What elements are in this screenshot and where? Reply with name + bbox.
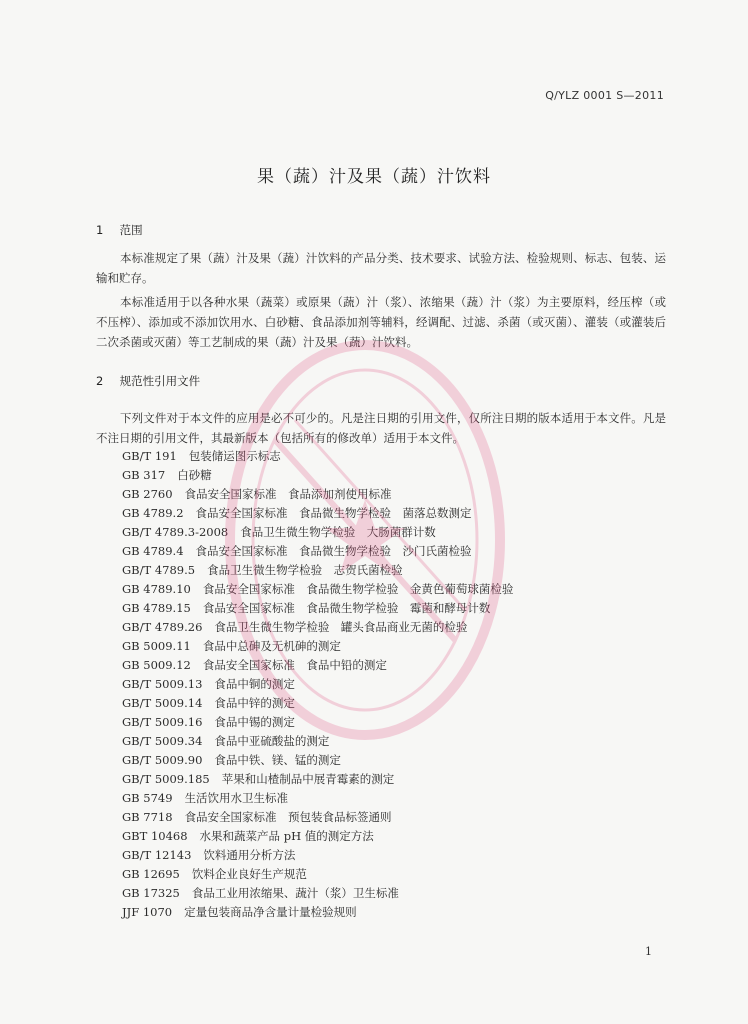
reference-title: 食品中锌的测定 (214, 696, 295, 710)
section-2-number: 2 (96, 374, 104, 388)
scope-paragraph-1: 本标准规定了果（蔬）汁及果（蔬）汁饮料的产品分类、技术要求、试验方法、检验规则、标志、包装、运输和贮存。 (96, 251, 666, 285)
reference-code: GB/T 5009.34 (122, 734, 203, 748)
reference-title: 饮料企业良好生产规范 (191, 867, 307, 881)
reference-item (122, 504, 513, 523)
reference-code: GB/T 5009.16 (122, 715, 203, 729)
page-number: 1 (645, 945, 652, 958)
reference-item (122, 770, 513, 789)
reference-title: 食品中亚硫酸盐的测定 (214, 734, 330, 748)
reference-code: GB 5009.12 (122, 658, 191, 672)
reference-code: GB/T 4789.26 (122, 620, 203, 634)
reference-item (122, 675, 513, 694)
reference-title: 苹果和山楂制品中展青霉素的测定 (221, 772, 395, 786)
reference-code: GB 2760 (122, 487, 173, 501)
reference-item (122, 447, 513, 466)
reference-item (122, 789, 513, 808)
reference-item (122, 827, 513, 846)
reference-title: 水果和蔬菜产品 pH 值的测定方法 (199, 829, 374, 843)
reference-title: 食品安全国家标准 食品微生物学检验 沙门氏菌检验 (195, 544, 472, 558)
reference-code: GB 5009.11 (122, 639, 191, 653)
standard-code: Q/YLZ 0001 S—2011 (545, 89, 664, 102)
reference-code: JJF 1070 (122, 905, 173, 919)
reference-code: GB 17325 (122, 886, 180, 900)
reference-code: GB 317 (122, 468, 166, 482)
reference-item (122, 884, 513, 903)
reference-code: GB 5749 (122, 791, 173, 805)
reference-item (122, 599, 513, 618)
reference-title: 定量包装商品净含量计量检验规则 (184, 905, 357, 919)
reference-title: 白砂糖 (177, 468, 212, 482)
reference-item (122, 618, 513, 637)
reference-list (122, 447, 513, 922)
reference-title: 食品中铁、镁、锰的测定 (214, 753, 341, 767)
reference-code: GB 4789.10 (122, 582, 191, 596)
section-1-heading (96, 222, 143, 238)
references-intro: 下列文件对于本文件的应用是必不可少的。凡是注日期的引用文件，仅所注日期的版本适用于本文件。凡是不注日期的引用文件，其最新版本（包括所有的修改单）适用于本文件。 (96, 411, 666, 445)
reference-item (122, 713, 513, 732)
section-2-heading (96, 373, 200, 389)
reference-title: 饮料通用分析方法 (203, 848, 296, 862)
reference-title: 食品卫生微生物学检验 罐头食品商业无菌的检验 (214, 620, 468, 634)
reference-item (122, 732, 513, 751)
reference-code: GB 4789.15 (122, 601, 191, 615)
reference-item (122, 542, 513, 561)
reference-item (122, 808, 513, 827)
reference-code: GB 12695 (122, 867, 180, 881)
reference-title: 食品中铜的测定 (214, 677, 295, 691)
scope-paragraph-2: 本标准适用于以各种水果（蔬菜）或原果（蔬）汁（浆）、浓缩果（蔬）汁（浆）为主要原料，经压榨（或不压榨）、添加或不添加饮用水、白砂糖、食品添加剂等辅料，经调配、过滤、杀菌（或灭菌）、灌装（或灌装后二次杀菌或灭菌）等工艺制成的果（蔬）汁及果（蔬）汁饮料。 (96, 295, 666, 349)
reference-code: GBT 10468 (122, 829, 188, 843)
reference-item (122, 903, 513, 922)
reference-item (122, 846, 513, 865)
reference-code: GB/T 191 (122, 449, 177, 463)
reference-code: GB/T 4789.3-2008 (122, 525, 229, 539)
reference-code: GB 4789.4 (122, 544, 184, 558)
reference-code: GB/T 12143 (122, 848, 192, 862)
reference-item (122, 656, 513, 675)
reference-code: GB/T 5009.13 (122, 677, 203, 691)
section-2-title: 规范性引用文件 (119, 374, 201, 388)
section-1-title: 范围 (119, 223, 143, 237)
reference-code: GB 4789.2 (122, 506, 184, 520)
reference-title: 食品安全国家标准 预包装食品标签通则 (184, 810, 392, 824)
reference-title: 食品安全国家标准 食品微生物学检验 霉菌和酵母计数 (202, 601, 491, 615)
reference-item (122, 485, 513, 504)
reference-title: 生活饮用水卫生标准 (184, 791, 289, 805)
reference-item (122, 523, 513, 542)
reference-code: GB 7718 (122, 810, 173, 824)
section-1-number: 1 (96, 223, 104, 237)
reference-code: GB/T 4789.5 (122, 563, 196, 577)
reference-title: 食品中锡的测定 (214, 715, 295, 729)
reference-code: GB/T 5009.14 (122, 696, 203, 710)
reference-title: 食品安全国家标准 食品添加剂使用标准 (184, 487, 392, 501)
reference-item (122, 751, 513, 770)
document-title: 果（蔬）汁及果（蔬）汁饮料 (257, 167, 491, 187)
reference-code: GB/T 5009.90 (122, 753, 203, 767)
reference-title: 食品安全国家标准 食品微生物学检验 菌落总数测定 (195, 506, 472, 520)
reference-code: GB/T 5009.185 (122, 772, 210, 786)
reference-title: 食品卫生微生物学检验 大肠菌群计数 (240, 525, 436, 539)
reference-item (122, 580, 513, 599)
reference-title: 食品安全国家标准 食品微生物学检验 金黄色葡萄球菌检验 (202, 582, 514, 596)
reference-item (122, 466, 513, 485)
reference-title: 食品安全国家标准 食品中铅的测定 (202, 658, 387, 672)
reference-title: 食品卫生微生物学检验 志贺氏菌检验 (207, 563, 403, 577)
reference-title: 食品工业用浓缩果、蔬汁（浆）卫生标准 (191, 886, 399, 900)
reference-item (122, 694, 513, 713)
reference-title: 食品中总砷及无机砷的测定 (202, 639, 341, 653)
reference-item (122, 865, 513, 884)
reference-item (122, 561, 513, 580)
reference-title: 包装储运图示标志 (188, 449, 281, 463)
reference-item (122, 637, 513, 656)
